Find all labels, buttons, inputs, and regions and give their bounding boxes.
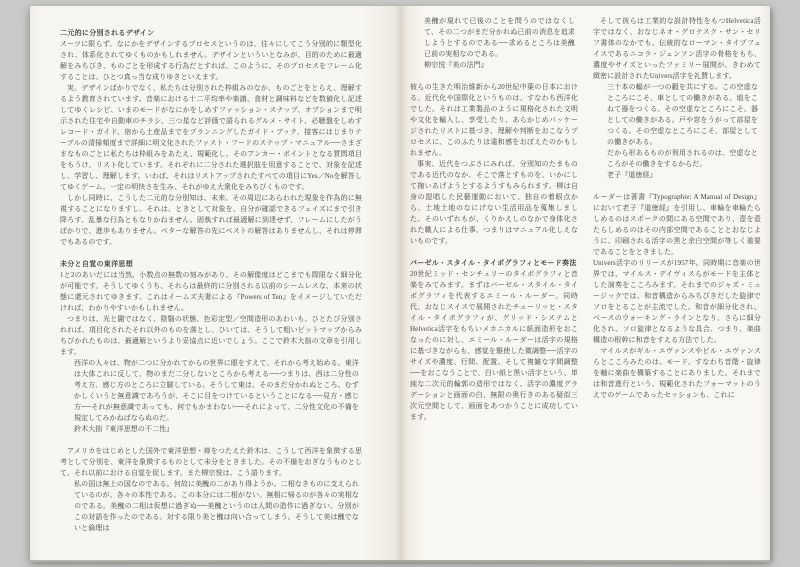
quote-block: 西洋の人々は、物が二つに分かれてからの世界に眼をすえて、それから考え始める。東洋は大体これに反して、物のまだ二分しないところから考える──つまりは、西は二分性の考え方、感じ方のところに立脚している。そうして東は、そのまだ分かれぬところ、むずかしくいうと無意識であろうが、そこに目をつけているということになる──見方・感じ方──それが無意識であっても、何でもかまわない──それによって、二分性文化の不備を規定してみかねばならぬのだ。 <box>74 359 359 422</box>
left-page-text-column <box>60 28 362 534</box>
body-paragraph: 20世紀ミッド・センチュリーのタイポグラフィと音楽をみてみます。まずはバーゼル・スタイル・タイポグラフィを代表するエミール・ルーダー。同時代、おなじスイスで展開されたチューリッヒ・スタイル・タイポグラフィが、グリッド・システムとHelvetica活字をもちいメカニカルに紙面造形をおこなったのに対し、エミール・ルーダーは活字の規格に基づきながらも、感覚を駆使した微調整──活字のサイズや濃度、行間、配置、そして複雑な字間調整──をおこなうことで、白い紙と黒い活字という、単純な二次元的輪郭の造形ではなく、活字の濃度グラデーションと画面の白、無限の奥行きのある疑似三次元空間として、画面をあつかうことに成功しています。 <box>410 270 578 421</box>
quote-block: 私の国は無上の国なのである。何故に美醜の二があり得ようか。二相なきものに支えられているのが、各々の本性である。この本分には二相がない。無相に帰るのが各々の実相なのである。美醜の二相は仮想に過ぎぬ──美醜というのは人間の造作に過ぎない、分別がこの対語を作ったのである。対する限り美と醜は向い合ってしまう。そうして美は醜でないと倫理は <box>74 480 359 532</box>
body-paragraph: スーツに限らず、なにかをデザインするプロセスというのは、往々にしてこう分別的に類型化され、体系化されてゆくものかもしれません。デザインといういとなみが、目的のために最適解をみちびき、ものごとを形成する行為だとすれば、このように、そのプロセスをフレーム化することは、ひとつ真っ当な成りゆきといえます。 <box>60 40 362 81</box>
body-paragraph: 1と2のあいだには当然、小数点の無数の刻みがあり、その解像度はどこまでも際限なく細分化が可能です。そうしてゆくうち、それらは最終的に分別される以前のシームレスな、本来の状態に還元されてゆきます。これはイームズ夫妻による『Powers of Ten』をイメージしていただければ、わかりやすいかもしれません。 <box>60 271 362 312</box>
quote-block: 美醜が現れて已後のことを問うのではなくして、その二つがまだ分かれぬ已前の消息を追求しようとするのである──求めるところは美醜已前の実相なのである。 <box>424 17 575 58</box>
body-paragraph: 彼らの生きた明治維新から20世紀中葉の日本における、近代化や国際化というものは、すなわち西洋化でした。それは工業製品のように規格化された文明や文化を輸入し、享受したり、あらかじめパッケージされたリストに基づき、理解や判断をおこなうプロセスに、このふたりは違和感をおぼえたのかもしれません。 <box>410 83 578 157</box>
right-page-column-1 <box>410 16 578 423</box>
body-paragraph: つまりは、光と闇ではなく、陰翳の状態、色彩定型／空間造形のあわいも、ひとたび分別されれば、項目化されたそれ以外のものを落とし、ひいては、そうして粗いビットマップからみちびかれたものは、最適解というより妥協点に近いでしょう。ここで鈴木大拙の文章を引用します。 <box>60 315 362 356</box>
left-page <box>30 6 400 560</box>
quote-block: だから形あるものが利用されるのは、空虚なところがその働きをするからだ。 <box>607 149 758 168</box>
section-heading: 二元的に分別されるデザイン <box>60 29 155 37</box>
body-paragraph: そして彼らは工業的な設計特性をもつHelvetica活字ではなく、おなじネオ・グロテスク・サン・セリフ書体のなかでも、伝統的なローマン・タイプフェイスであるニコラ・ジェンソン活字の骨格をもち、濃度やサイズといったファミリー展開が、きわめて緻密に設計されたUnivers活字を礼賛します。 <box>593 17 761 80</box>
right-page-column-2 <box>593 16 761 423</box>
quote-attribution: 老子『道徳経』 <box>607 171 657 179</box>
body-paragraph: アメリカをはじめとした国外で東洋思想・禅をつたえた鈴木は、こうして西洋を象徴する思考として分別を、東洋を象徴するものとして未分をときました。その不備をおぎなうものとして、それ以前における自覚を促します。また柳宗悦は、こう語ります。 <box>60 447 362 477</box>
body-paragraph: 事実、近代をつぶさにみれば、分別知のたまものである近代のなか、そこで落とすものを、いかにして掬いあげようとするようすもみられます。柳は自身の提唱した民藝運動において、独自の着眼点から、土地土地のなにげない生活用品を蒐集しました。そのいずれもが、くりかえしのなかで身体化された職人による仕事、つまりはマニュアル化しえないものです。 <box>410 160 578 245</box>
body-paragraph: ルーダーは著書『Typographie: A Manual of Design』において老子『道徳経』を引用し、車輪を車輪たらしめるのはスポークの間にある空間であり、壺を壺たらしめるのはその内部空間であることとおなじように、印刷される活字の黒と余白空間が等しく重要であることをときました。 <box>593 193 761 256</box>
body-paragraph: Univers活字のリリースが1957年。同時期に音楽の世界では、マイルス・デイヴィスらがモードを主体とした演奏をこころみます。それまでのジャズ・ミュージックでは、和音構造からみちびきだした旋律でソロをとることが主流でした。和音が細分化され、ベースのウォーキング・ラインとなり、さらに細分化され、ソロ旋律となるような具合、つまり、楽曲構造の根幹に和音をすえる方法でした。 <box>593 259 761 344</box>
quote-attribution: 鈴木大拙『東洋思想の不二性』 <box>74 425 174 433</box>
right-page <box>400 6 770 560</box>
quote-attribution: 柳宗悦『美の法門』 <box>424 61 488 69</box>
book-spread <box>30 6 770 560</box>
section-heading: バーゼル・スタイル・タイポグラフィとモード奏法 <box>410 259 577 267</box>
body-paragraph: しかし同時に、こうした二元的な分別知は、未来、その周辺にあらわれた現象を作為的に無視することになりますし、それは、ときとして対象を、自分が確認できるフェイズにまで引き降ろす、乱暴な行為ともなりかねません。固執すれば最適解に到達せず、フレームにしたがうばかりで、進歩もありません。ベターな解答の先にベストの解答はありませんし、それは停滞でもあるのです。 <box>60 194 362 246</box>
section-heading: 未分と自覚の東洋思想 <box>60 260 133 268</box>
body-paragraph: マイルスがギル・エヴァンスやビル・エヴァンスらとこころみたのは、モード、すなわち音階・旋律を軸に楽曲を構築することにありました。それまでは和音進行という、規範化されたフォーマットのうえでのゲームであったセッションも、これに <box>593 347 761 399</box>
right-page-columns <box>410 16 762 423</box>
body-paragraph: 実、デザインばかりでなく、私たちは分別された枠組みのなか、ものごとをとらえ、理解するよう教育されています。音楽における十二平均率や楽譜、食材と調味料などを数値化し記述してゆくレシピ、いまのモードがなにかをしめすファッション・スナップ、オプションまで明示された住宅や自動車のチラシ、三つ星など評価で語られるグルメ・サイト、必聴盤をしめすレコード・ガイド、宿から土産品までをプランニングしたガイド・ブック、接客にはじまりテーブルの清掃頻度まで詳細に明文化されたファスト・フードのステップ・マニュアル──さまざまなものごとに私たちは枠組みをあたえ、規範化し、そのアンカー・ポイントとなる質問項目をもうけ、リスト化しています。それぞれに二分された選択肢を用意することで、対象を記述し、学習し、理解します。いわば、それはリストアップされたすべての項目にYes／Noを解答してゆくゲーム。一定の明快さを生み、それがゆえ大衆化をみちびくものです。 <box>60 84 362 191</box>
quote-block: 三十本の輻が一つの轂を共にする。この空虚なところにこそ、車としての働きがある。埴をこねて器をつくる。その空虚なところにこそ、器としての働きがある。戸や窓をうがって部屋をつくる。その空虚なところにこそ、部屋としての働きがある。 <box>607 83 758 146</box>
